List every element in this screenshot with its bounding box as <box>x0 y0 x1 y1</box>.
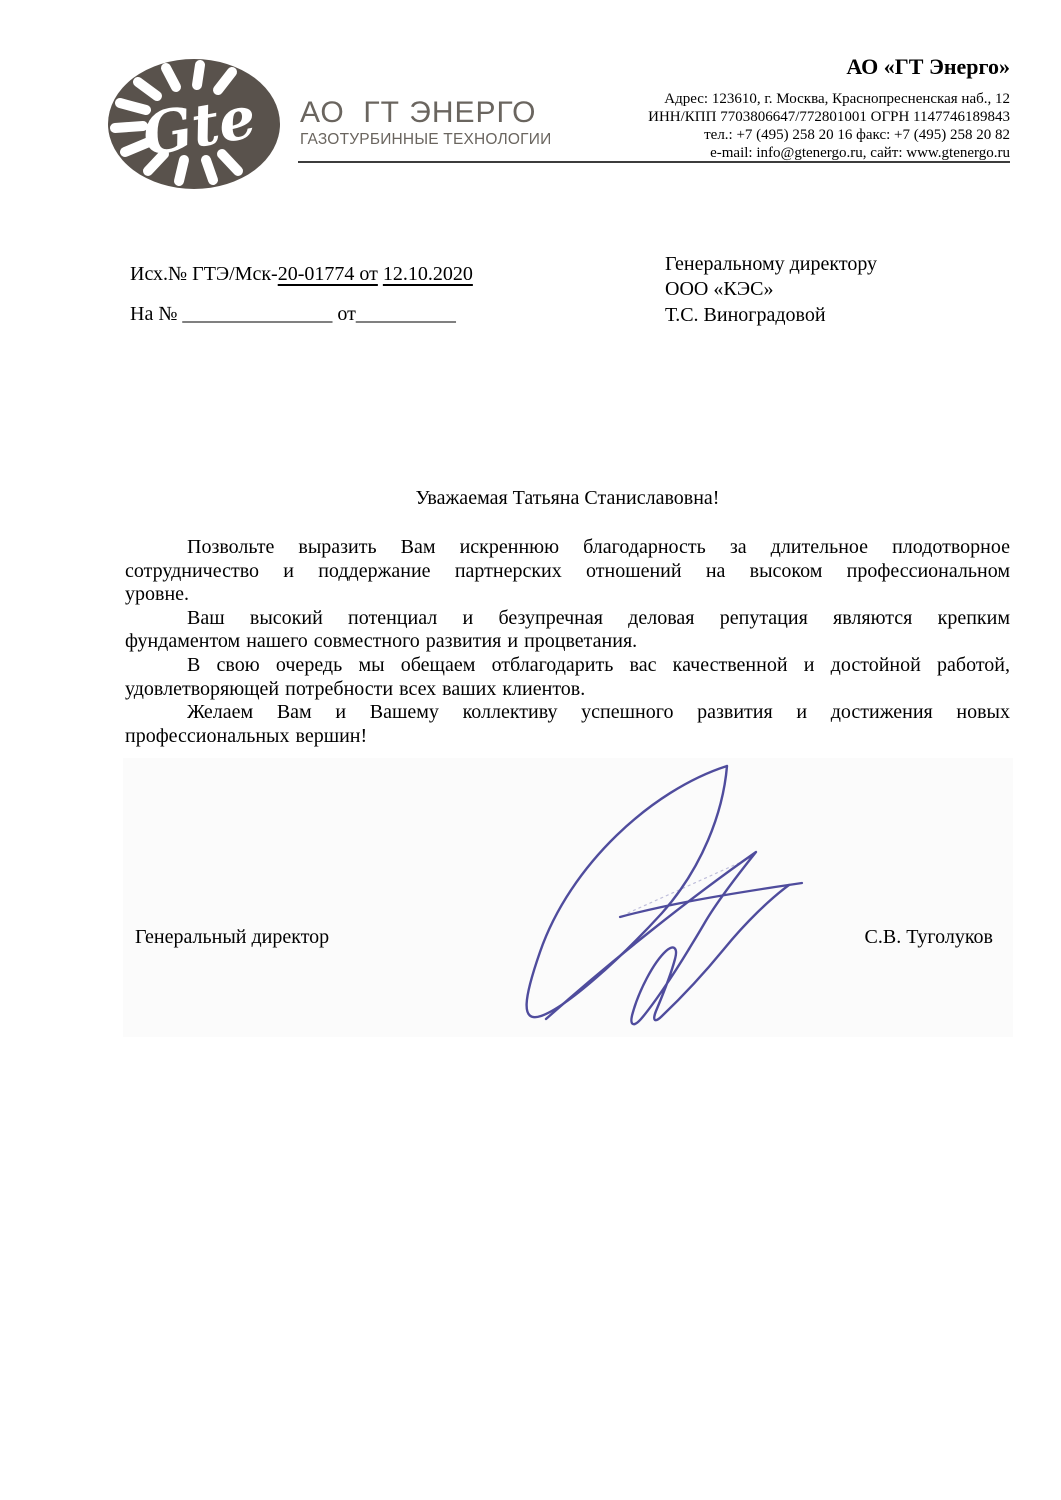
logo-text-block <box>300 97 551 149</box>
outgoing-number: 20-01774 от <box>277 263 378 285</box>
salutation: Уважаемая Татьяна Станиславовна! <box>415 487 720 509</box>
addressee-block <box>665 252 877 328</box>
paragraph-line: фундаментом нашего совместного развития и процветания. <box>125 630 638 653</box>
contacts-phone: тел.: +7 (495) 258 20 16 факс: +7 (495) 258 20 82 <box>704 127 1010 143</box>
contacts-address: Адрес: 123610, г. Москва, Краснопресненская наб., 12 <box>664 91 1010 107</box>
company-tagline: ГАЗОТУРБИННЫЕ ТЕХНОЛОГИИ <box>300 131 552 148</box>
outgoing-date: 12.10.2020 <box>382 263 473 285</box>
paragraph-line: В свою очередь мы обещаем отблагодарить вас качественной и достойной работой, <box>187 653 1010 676</box>
company-name: АО ГТ ЭНЕРГО <box>300 96 537 129</box>
addressee-position: Генеральному директору <box>665 253 878 275</box>
paragraph-line: Ваш высокий потенциал и безупречная деловая репутация являются крепким <box>187 606 1010 629</box>
paragraph-line: сотрудничество и поддержание партнерских отношений на высоком профессиональном <box>125 559 1010 582</box>
incoming-date-blank: __________ <box>355 303 456 325</box>
contacts-company-title: АО «ГТ Энерго» <box>846 54 1010 79</box>
contacts-email: e-mail: info@gtenergo.ru, сайт: www.gtenergo.ru <box>710 145 1010 161</box>
signer-name: С.В. Туголуков <box>864 926 993 948</box>
company-logo <box>105 56 283 192</box>
paragraph-line: профессиональных вершин! <box>125 724 368 747</box>
contacts-block <box>648 54 1010 162</box>
incoming-reference <box>130 303 473 326</box>
paragraph-line: удовлетворяющей потребности всех ваших клиентов. <box>125 677 586 700</box>
paragraph-line: Позвольте выразить Вам искреннюю благодарность за длительное плодотворное <box>187 536 1010 558</box>
addressee-company: ООО «КЭС» <box>665 278 774 301</box>
incoming-mid: от <box>332 303 356 325</box>
incoming-number-blank: _______________ <box>182 303 333 325</box>
reference-block <box>130 263 473 326</box>
outgoing-prefix: Исх.№ ГТЭ/Мск- <box>130 263 278 285</box>
handwritten-signature <box>123 758 1013 1037</box>
addressee-person: Т.С. Виноградовой <box>665 303 826 326</box>
paragraph-line: Желаем Вам и Вашему коллективу успешного развития и достижения новых <box>187 701 1010 724</box>
letter-body <box>125 536 1010 748</box>
turbine-logo-icon <box>105 56 283 192</box>
signature-area <box>123 758 1013 1037</box>
signer-position: Генеральный директор <box>135 926 330 948</box>
logo-monogram: Gte <box>137 82 261 170</box>
contacts-registration: ИНН/КПП 7703806647/772801001 ОГРН 1147746189843 <box>648 109 1010 125</box>
paragraph-line: уровне. <box>125 583 190 606</box>
header-divider <box>298 161 1010 163</box>
outgoing-reference <box>130 263 473 286</box>
incoming-prefix: На № <box>130 303 183 325</box>
